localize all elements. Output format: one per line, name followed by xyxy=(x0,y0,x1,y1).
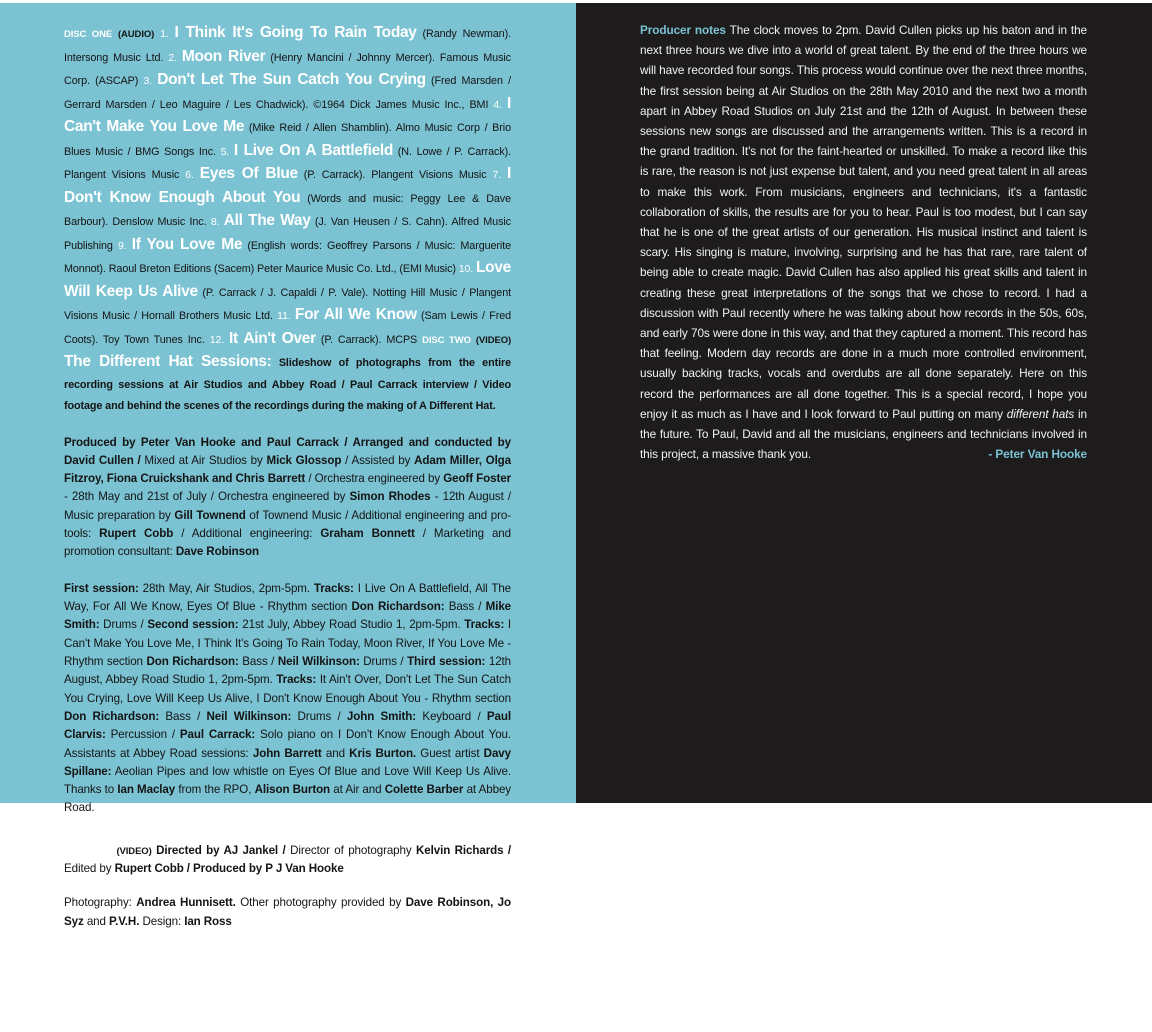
credit-text: - 12th August / Music preparation by xyxy=(64,490,512,522)
instrument: Bass / xyxy=(242,654,275,668)
track-number: 11. xyxy=(277,310,291,322)
producer-notes-closing: in the future. To Paul, David and all the musicians, engineers and technicians involved in this project, a massive thank you. xyxy=(640,406,1087,462)
credit-text: Other photography provided by xyxy=(240,896,402,910)
photo-credits xyxy=(64,894,511,931)
credit-name: Andrea Hunnisett. xyxy=(136,896,236,910)
disc-one-format: (AUDIO) xyxy=(117,29,155,40)
session-tracks: It Ain't Over, Don't Let The Sun Catch You Crying, Love Will Keep Us Alive, I Don't Know Enough About You - Rhythm section xyxy=(64,673,512,705)
produced-by: Produced by Peter Van Hooke and Paul Carrack / Arranged and conducted by David Cullen / xyxy=(64,435,511,467)
instrument: Drums / xyxy=(297,709,341,723)
track-credits: (Fred Marsden / Gerrard Marsden / Leo Maguire / Les Chadwick). ©1964 Dick James Music Inc., BMI xyxy=(64,75,511,111)
track-credits: (English words: Geoffrey Parsons / Music: Marguerite Monnot). Raoul Breton Editions (Sacem) Peter Maurice Music Co. Ltd., (EMI Music) xyxy=(64,239,512,275)
credit-name: Kelvin Richards / xyxy=(416,843,512,857)
track-number: 8. xyxy=(210,216,220,228)
track-number: 2. xyxy=(168,51,177,64)
credit-text: / Marketing and promotion consultant: xyxy=(64,527,512,559)
credit-text: / Additional engineering: xyxy=(181,527,313,541)
track-title: Don't Let The Sun Catch You Crying xyxy=(157,71,426,88)
track-number: 5. xyxy=(220,145,230,158)
musician-name: Neil Wilkinson: xyxy=(206,709,292,723)
credit-name: Rupert Cobb xyxy=(99,527,174,541)
producer-notes-italic: different hats xyxy=(1006,406,1075,421)
credit-name: Mick Glossop xyxy=(266,453,342,467)
guest-name: Davy Spillane: xyxy=(64,746,511,778)
track-credits: (Sam Lewis / Fred Coots). Toy Town Tunes Inc. xyxy=(64,310,511,346)
credit-name: Adam Miller, Olga Fitzroy, Fiona Cruickshank and Chris Barrett xyxy=(64,453,512,486)
track-title: I Live On A Battlefield xyxy=(233,141,394,159)
track-number: 7. xyxy=(492,169,502,181)
instrument: Drums / xyxy=(363,654,404,668)
session-credits xyxy=(64,580,511,818)
session-tracks: I Can't Make You Love Me, I Think It's Going To Rain Today, Moon River, If You Love Me - Rhythm section xyxy=(64,618,512,668)
disc-two-description: Slideshow of photographs from the entire recording sessions at Air Studios and Abbey Road / Paul Carrack interview / Video footage and behind the scenes of the recordings during the making of A Different Hat. xyxy=(64,357,511,412)
track-number: 10. xyxy=(458,263,474,275)
instrument: Bass / xyxy=(448,600,482,613)
track-title: Eyes Of Blue xyxy=(199,165,298,182)
track-title: Love Will Keep Us Alive xyxy=(64,259,511,300)
disc-two-format: (VIDEO) xyxy=(475,334,512,346)
credit-name: Dave Robinson, Jo Syz xyxy=(64,896,511,928)
track-title: I Think It's Going To Rain Today xyxy=(174,24,417,41)
producer-notes-heading: Producer notes xyxy=(640,23,726,37)
musician-name: Mike Smith: xyxy=(64,600,512,632)
track-number: 6. xyxy=(185,169,194,181)
musician-name: Don Richardson: xyxy=(146,654,239,668)
thanks-name: Alison Burton xyxy=(254,783,331,797)
credit-name: Ian Ross xyxy=(184,914,232,928)
disc-two-label: DISC TWO xyxy=(64,845,113,857)
credit-text: Design: xyxy=(142,914,182,928)
session-label: Second session: xyxy=(147,618,239,632)
track-credits: (J. Van Heusen / S. Cahn). Alfred Music Publishing xyxy=(64,216,511,252)
credit-name: P.V.H. xyxy=(108,914,140,928)
producer-notes-body: The clock moves to 2pm. David Cullen picks up his baton and in the next three hours we dive into a world of great talent. By the end of the three hours we will have recorded four songs. This process would continue over the next three months, the first session being at Air Studios on the 28th May 2010 and the next two a month apart in Abbey Road Studios on July 21st and the 12th of August. In between these sessions new songs are discussed and the arrangements written. This is a record in the grand tradition. It's not for the faint-hearted or unskilled. To make a record like this is rare, the reason is not just expense but talent, and you need great talent in all areas to make this work. From musicians, engineers and technicians, it's a fantastic collaboration of skills, the results are for you to hear. Paul is too modest, but I can say that he is one of the great artists of our generation. His musical instinct and talent is scary. His singing is mature, involving, surprising and he has that rare, rare talent of being able to create magic. David Cullen has also applied his great skills and talent in creating these great interpretations of the songs that we chose to record. I had a discussion with Paul recently where he was talking about how records in the 50s, 60s, and early 70s were done in this way, and that they captured a moment. This record has that feeling. Modern day records are done in a much more controlled environment, usually backing tracks, vocals and overdubs are all done separately. Here on this record the performances are all done together. This is a special record, I hope you enjoy it as much as I have and I look forward to Paul putting on many xyxy=(640,23,1087,421)
session-text: 28th May, Air Studios, 2pm-5pm. xyxy=(142,581,310,595)
track-number: 12. xyxy=(209,333,225,346)
track-credits: (Mike Reid / Allen Shamblin). Almo Music Corp / Brio Blues Music / BMG Songs Inc. xyxy=(64,122,511,158)
credit-text: / Orchestra engineered by xyxy=(308,472,441,486)
track-number: 4. xyxy=(493,98,502,111)
tracks-label: Tracks: xyxy=(313,581,354,595)
credit-name: Dave Robinson xyxy=(175,545,259,559)
credit-text: - 28th May and 21st of July / Orchestra engineered by xyxy=(64,490,346,504)
instrument: Keyboard / xyxy=(422,709,481,723)
instrument: Drums / xyxy=(103,618,144,632)
disc-one-label: DISC ONE xyxy=(64,29,113,40)
spacer xyxy=(64,562,511,580)
session-label: First session: xyxy=(64,581,139,595)
credit-name: Gill Townend xyxy=(174,508,246,522)
conjunction: and xyxy=(325,746,345,760)
instrument: Bass / xyxy=(165,709,201,723)
credit-text: Edited by xyxy=(64,862,112,876)
credit-text: Mixed at Air Studios by xyxy=(144,453,263,467)
track-title: I Don't Know Enough About You xyxy=(64,165,511,206)
track-title: Moon River xyxy=(181,47,266,65)
session-tracks: I Live On A Battlefield, All The Way, For All We Know, Eyes Of Blue - Rhythm section xyxy=(64,581,512,613)
spacer xyxy=(64,878,511,894)
musician-name: Paul Carrack: xyxy=(179,728,256,742)
instrument: Percussion / xyxy=(110,728,175,742)
credit-text: and xyxy=(86,914,106,928)
video-credits xyxy=(64,842,511,879)
track-number: 3. xyxy=(143,75,152,87)
track-credits: (P. Carrack). MCPS xyxy=(320,333,418,346)
track-title: If You Love Me xyxy=(131,235,243,253)
track-number: 9. xyxy=(117,239,127,252)
musician-name: Don Richardson: xyxy=(351,600,445,613)
track-credits: (P. Carrack). Plangent Visions Music xyxy=(303,169,487,181)
track-credits: (P. Carrack / J. Capaldi / P. Vale). Notting Hill Music / Plangent Visions Music / Hornall Brothers Music Ltd. xyxy=(64,286,512,322)
credit-name: Graham Bonnett xyxy=(320,527,415,541)
instrument: Solo piano on I Don't Know Enough About You. Assistants at Abbey Road sessions: xyxy=(64,728,512,760)
track-listing xyxy=(64,22,511,418)
credit-name: Rupert Cobb / Produced by P J Van Hooke xyxy=(114,862,344,876)
disc-two-title: The Different Hat Sessions: xyxy=(64,353,272,370)
session-text: 12th August, Abbey Road Studio 1, 2pm-5pm. xyxy=(64,654,512,687)
credit-name: Geoff Foster xyxy=(443,472,511,486)
thanks-name: Colette Barber xyxy=(384,783,464,797)
track-credits: (Randy Newman). Intersong Music Ltd. xyxy=(64,28,511,64)
credit-name: Simon Rhodes xyxy=(349,490,431,504)
guest-label: Guest artist xyxy=(420,746,480,760)
session-label: Third session: xyxy=(407,654,486,668)
thanks-name: Ian Maclay xyxy=(117,783,176,797)
credit-text: of Townend Music / Additional engineering and pro-tools: xyxy=(64,508,512,541)
thanks-text: at Air and xyxy=(333,783,382,797)
session-text: 21st July, Abbey Road Studio 1, 2pm-5pm. xyxy=(242,618,461,632)
track-title: For All We Know xyxy=(294,306,417,323)
assistant-name: Kris Burton. xyxy=(349,746,417,760)
track-title: It Ain't Over xyxy=(229,329,316,347)
musician-name: Neil Wilkinson: xyxy=(277,654,360,668)
credit-text: Photography: xyxy=(64,896,132,910)
track-title: I Can't Make You Love Me xyxy=(64,94,511,135)
thanks-text: from the RPO, xyxy=(178,783,252,797)
spacer xyxy=(64,418,511,434)
track-number: 1. xyxy=(160,28,169,40)
tracks-label: Tracks: xyxy=(464,618,505,632)
track-title: All The Way xyxy=(223,212,311,229)
credits-column xyxy=(64,22,511,931)
assistant-name: John Barrett xyxy=(252,746,322,760)
guest-credit: Aeolian Pipes and low whistle on Eyes Of Blue and Love Will Keep Us Alive. Thanks to xyxy=(64,764,511,797)
spacer xyxy=(64,818,511,842)
producer-notes xyxy=(640,20,1087,464)
credit-text: Director of photography xyxy=(290,843,412,857)
tracks-label: Tracks: xyxy=(276,673,317,687)
thanks-text: at Abbey Road. xyxy=(64,783,511,815)
disc-two-format: (VIDEO) xyxy=(116,845,152,857)
track-credits: (Henry Mancini / Johnny Mercer). Famous Music Corp. (ASCAP) xyxy=(64,51,511,87)
track-credits: (N. Lowe / P. Carrack). Plangent Visions Music xyxy=(64,145,512,181)
credit-text: / Assisted by xyxy=(345,453,411,467)
track-credits: (Words and music: Peggy Lee & Dave Barbour). Denslow Music Inc. xyxy=(64,192,511,228)
disc-two-label: DISC TWO xyxy=(422,334,471,346)
musician-name: John Smith: xyxy=(346,709,416,723)
production-credits xyxy=(64,434,511,562)
producer-signature: - Peter Van Hooke xyxy=(988,447,1087,462)
musician-name: Don Richardson: xyxy=(64,709,160,723)
musician-name: Paul Clarvis: xyxy=(64,709,511,742)
directed-by: Directed by AJ Jankel / xyxy=(156,843,286,857)
